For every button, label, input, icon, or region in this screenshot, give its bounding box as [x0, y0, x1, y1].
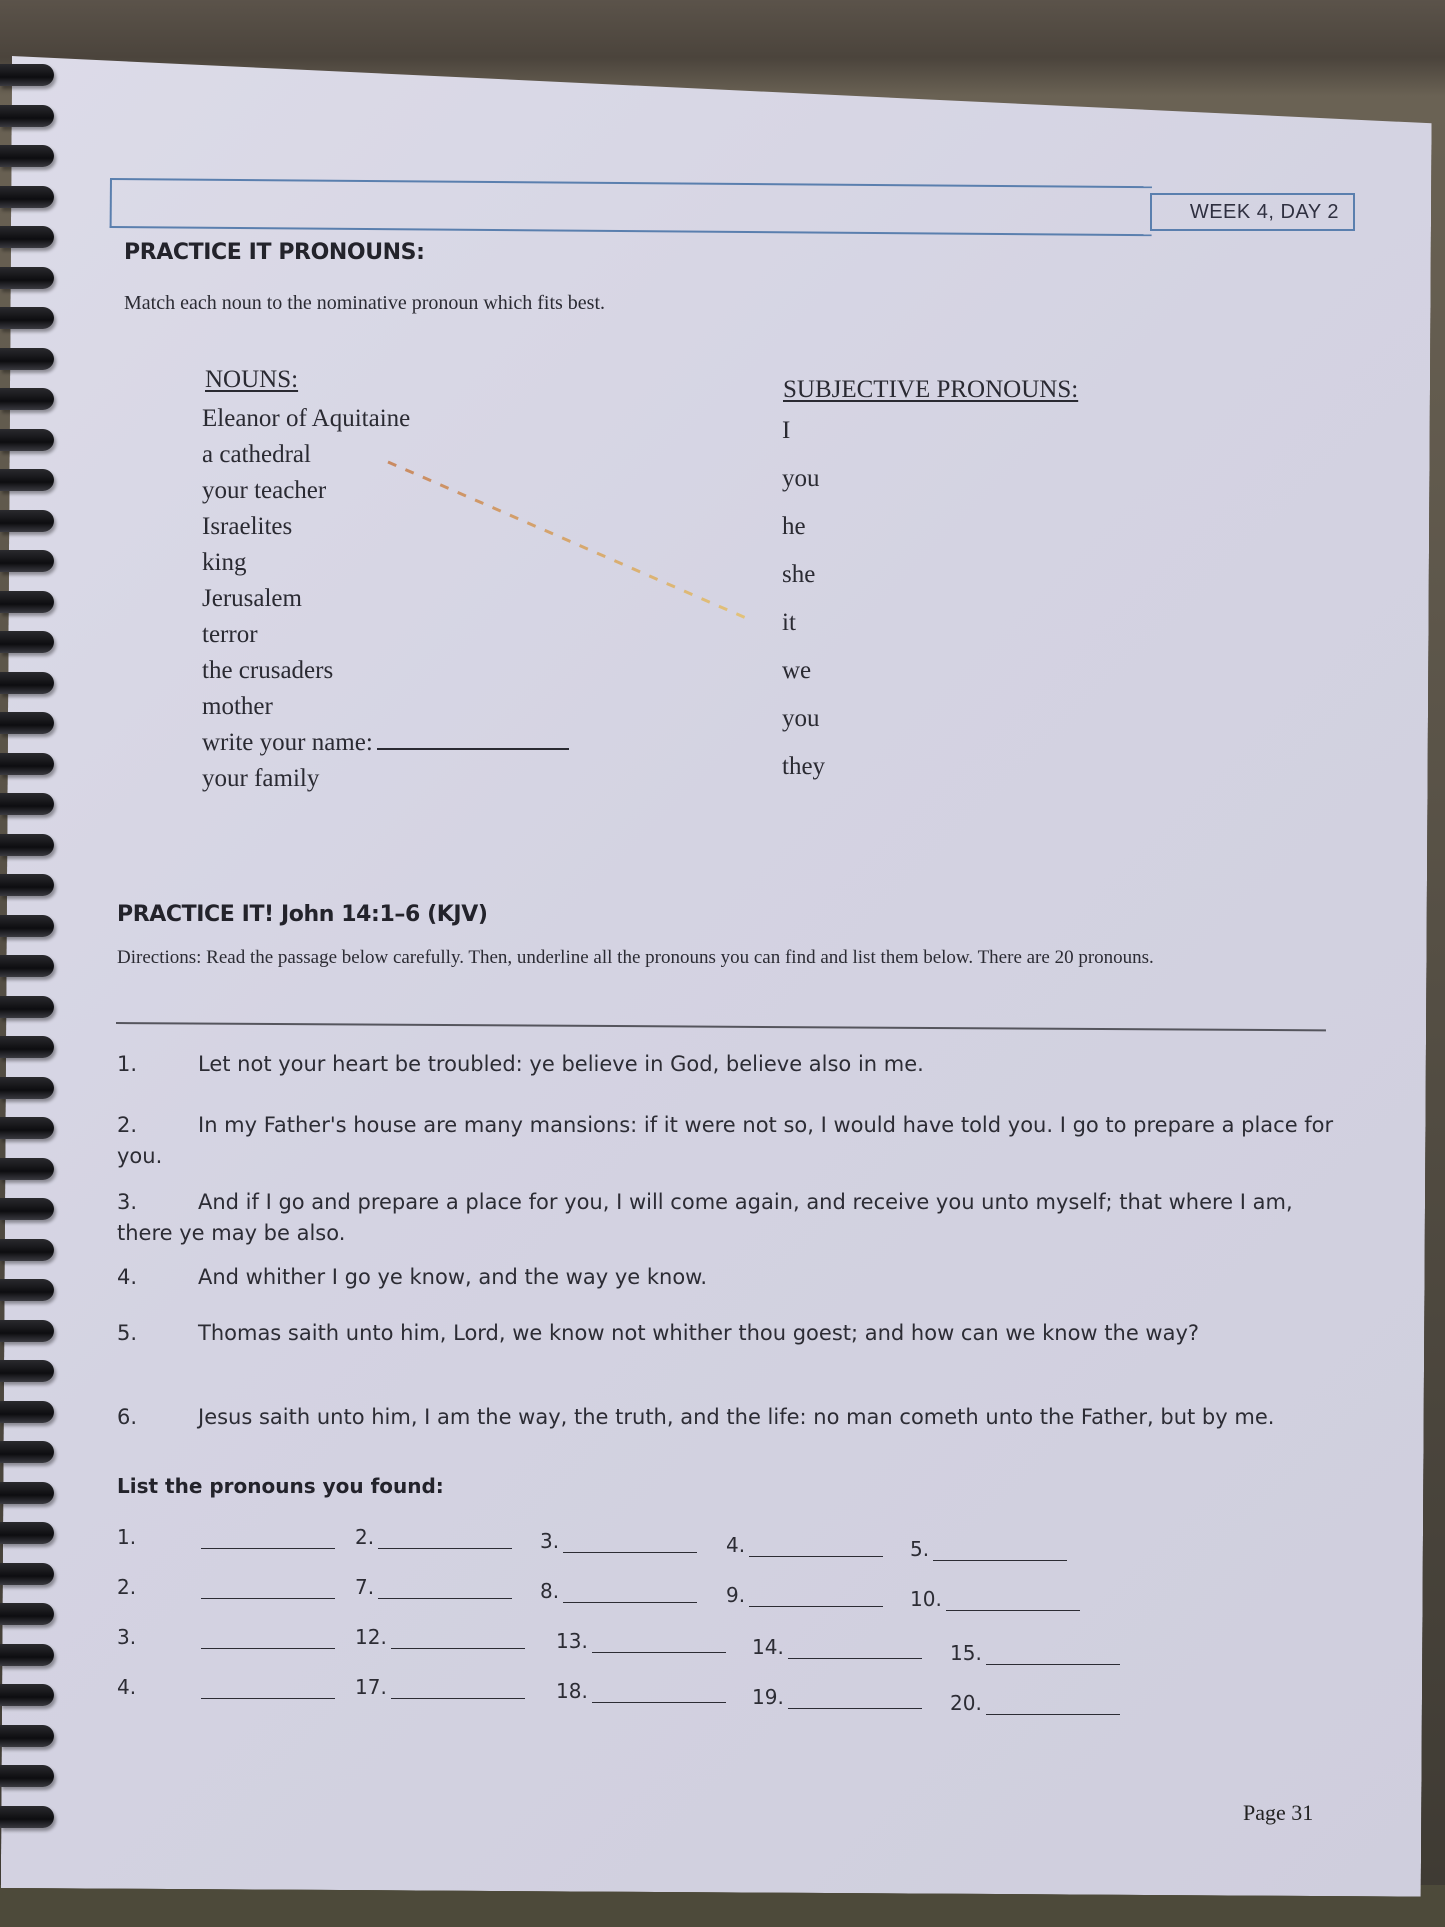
spiral-coil	[0, 874, 54, 896]
answer-blank[interactable]	[201, 1580, 335, 1599]
header-bar	[110, 178, 1152, 236]
slot-number: 2.	[355, 1525, 375, 1549]
slot-number: 19.	[752, 1685, 784, 1709]
spiral-coil	[0, 186, 54, 208]
spiral-coil	[0, 429, 54, 451]
verse-text: Jesus saith unto him, I am the way, the truth, and the life: no man cometh unto the Father, but by me.	[198, 1405, 1275, 1429]
pronoun-item: it	[782, 609, 796, 636]
noun-item: a cathedral	[202, 441, 311, 468]
answer-blank[interactable]	[749, 1588, 883, 1607]
spiral-coil	[0, 1725, 54, 1747]
spiral-coil	[0, 1158, 54, 1180]
spiral-coil	[0, 307, 54, 329]
answer-blank[interactable]	[391, 1680, 525, 1699]
answer-blank[interactable]	[592, 1684, 726, 1703]
answer-blank[interactable]	[563, 1584, 697, 1603]
slot-number: 20.	[950, 1691, 982, 1715]
spiral-coil	[0, 915, 54, 937]
noun-item: Jerusalem	[202, 585, 302, 612]
verse-number: 4.	[117, 1265, 138, 1289]
slot-number: 2.	[117, 1575, 137, 1599]
answer-blank[interactable]	[201, 1630, 335, 1649]
answer-slot	[355, 1575, 512, 1599]
spiral-coil	[0, 672, 54, 694]
directions-text: Directions: Read the passage below carefully. Then, underline all the pronouns you can find and list them below. There are 20 pronouns.	[117, 947, 1154, 968]
spiral-coil	[0, 1522, 54, 1544]
spiral-coil	[0, 1360, 54, 1382]
spiral-coil	[0, 469, 54, 491]
spiral-coil	[0, 1279, 54, 1301]
spiral-coil	[0, 793, 54, 815]
noun-item: your teacher	[202, 477, 327, 504]
spiral-coil	[0, 267, 54, 289]
verse-text: And whither I go ye know, and the way ye know.	[198, 1265, 708, 1289]
answer-blank[interactable]	[986, 1696, 1120, 1715]
answer-slot	[752, 1685, 922, 1709]
spiral-coil	[0, 1563, 54, 1585]
answer-slot	[950, 1641, 1120, 1665]
spiral-coil	[0, 1603, 54, 1625]
noun-item: Israelites	[202, 513, 293, 540]
answer-blank[interactable]	[592, 1634, 726, 1653]
spiral-coil	[0, 105, 54, 127]
pronouns-list	[782, 417, 825, 801]
slot-number: 18.	[556, 1679, 588, 1703]
pronoun-item: she	[782, 561, 816, 588]
pronoun-item: he	[782, 513, 806, 540]
slot-number: 3.	[540, 1529, 560, 1553]
slot-number: 13.	[556, 1629, 588, 1653]
match-dashed-line	[380, 450, 760, 630]
pronoun-item: we	[782, 657, 812, 684]
verse-1	[117, 1049, 1337, 1080]
slot-number: 3.	[117, 1625, 137, 1649]
spiral-coil	[0, 510, 54, 532]
spiral-coil	[0, 64, 54, 86]
answer-blank[interactable]	[946, 1592, 1080, 1611]
noun-item: mother	[202, 693, 273, 720]
answer-slot	[726, 1583, 883, 1607]
answer-slot	[117, 1675, 335, 1699]
spiral-coil	[0, 145, 54, 167]
answer-slot	[355, 1675, 525, 1699]
spiral-coil	[0, 834, 54, 856]
pronoun-item: you	[782, 705, 820, 732]
answer-blank[interactable]	[563, 1534, 697, 1553]
answer-blank[interactable]	[201, 1530, 335, 1549]
spiral-coil	[0, 955, 54, 977]
slot-number: 7.	[355, 1575, 375, 1599]
subjective-pronouns-header: SUBJECTIVE PRONOUNS:	[783, 376, 1079, 403]
spiral-coil	[0, 753, 54, 775]
spiral-coil	[0, 1765, 54, 1787]
spiral-coil	[0, 591, 54, 613]
noun-item: the crusaders	[202, 657, 334, 684]
answer-blank[interactable]	[788, 1690, 922, 1709]
answer-slot	[910, 1537, 1067, 1561]
slot-number: 4.	[726, 1533, 746, 1557]
answer-blank[interactable]	[391, 1630, 525, 1649]
answer-slot	[752, 1635, 922, 1659]
spiral-coil	[0, 1806, 54, 1828]
verse-text: Let not your heart be troubled: ye believe in God, believe also in me.	[198, 1052, 924, 1076]
verse-3	[117, 1187, 1337, 1249]
answer-blank[interactable]	[201, 1680, 335, 1699]
verse-6	[117, 1402, 1337, 1433]
answer-slot	[540, 1579, 697, 1603]
answer-slot	[556, 1629, 726, 1653]
spiral-coil	[0, 388, 54, 410]
answer-blank[interactable]	[933, 1542, 1067, 1561]
verse-number: 1.	[117, 1052, 138, 1076]
slot-number: 1.	[117, 1525, 137, 1549]
answer-slot	[540, 1529, 697, 1553]
nouns-header: NOUNS:	[205, 366, 299, 393]
spiral-coil	[0, 1401, 54, 1423]
section-title-john: PRACTICE IT! John 14:1–6 (KJV)	[117, 902, 488, 927]
noun-item: king	[202, 549, 247, 576]
slot-number: 10.	[910, 1587, 942, 1611]
list-pronouns-title: List the pronouns you found:	[117, 1474, 444, 1498]
spiral-binding	[0, 60, 60, 1890]
page-number: Page 31	[1243, 1800, 1314, 1825]
verse-text: Thomas saith unto him, Lord, we know not whither thou goest; and how can we know the way?	[198, 1321, 1200, 1345]
pronoun-item: they	[782, 753, 826, 780]
verse-number: 3.	[117, 1190, 138, 1214]
week-day-label: WEEK 4, DAY 2	[1150, 193, 1355, 231]
section-title-practice-pronouns: PRACTICE IT PRONOUNS:	[124, 240, 425, 265]
spiral-coil	[0, 1036, 54, 1058]
slot-number: 14.	[752, 1635, 784, 1659]
verse-number: 2.	[117, 1113, 138, 1137]
spiral-coil	[0, 1117, 54, 1139]
verse-text: And if I go and prepare a place for you, I will come again, and receive you unto myself; that where I am, there ye may be also.	[117, 1190, 1293, 1245]
slot-number: 12.	[355, 1625, 387, 1649]
spiral-coil	[0, 348, 54, 370]
slot-number: 4.	[117, 1675, 137, 1699]
write-name-label: write your name:	[202, 729, 373, 756]
answer-slot	[355, 1625, 525, 1649]
verse-2	[117, 1110, 1337, 1172]
answer-blank[interactable]	[788, 1640, 922, 1659]
answer-slot	[117, 1575, 335, 1599]
name-blank-field[interactable]	[377, 726, 569, 750]
answer-blank[interactable]	[378, 1580, 512, 1599]
spiral-coil	[0, 550, 54, 572]
spiral-coil	[0, 1441, 54, 1463]
slot-number: 9.	[726, 1583, 746, 1607]
answer-slot	[117, 1625, 335, 1649]
workbook-page	[1, 56, 1432, 1897]
answer-slot	[950, 1691, 1120, 1715]
answer-blank[interactable]	[986, 1646, 1120, 1665]
verse-5	[117, 1318, 1337, 1349]
slot-number: 8.	[540, 1579, 560, 1603]
pronoun-item: I	[782, 417, 791, 444]
answer-slot	[910, 1587, 1080, 1611]
spiral-coil	[0, 1239, 54, 1261]
verse-number: 6.	[117, 1405, 138, 1429]
slot-number: 15.	[950, 1641, 982, 1665]
verse-text: In my Father's house are many mansions: if it were not so, I would have told you. I go to prepare a place for you.	[117, 1113, 1334, 1168]
slot-number: 17.	[355, 1675, 387, 1699]
spiral-coil	[0, 1320, 54, 1342]
answer-slot	[556, 1679, 726, 1703]
match-instruction: Match each noun to the nominative pronoun which fits best.	[124, 292, 606, 314]
slot-number: 5.	[910, 1537, 930, 1561]
answer-slot	[355, 1525, 512, 1549]
noun-item: your family	[202, 765, 320, 792]
spiral-coil	[0, 226, 54, 248]
spiral-coil	[0, 712, 54, 734]
verse-4	[117, 1262, 1337, 1293]
answer-blank[interactable]	[378, 1530, 512, 1549]
spiral-coil	[0, 1482, 54, 1504]
answer-slot	[726, 1533, 883, 1557]
spiral-coil	[0, 1684, 54, 1706]
pronoun-item: you	[782, 465, 820, 492]
noun-item: Eleanor of Aquitaine	[202, 405, 411, 432]
verse-number: 5.	[117, 1321, 138, 1345]
answer-blank[interactable]	[749, 1538, 883, 1557]
noun-item-write-name	[202, 725, 569, 761]
spiral-coil	[0, 1644, 54, 1666]
spiral-coil	[0, 1077, 54, 1099]
spiral-coil	[0, 631, 54, 653]
noun-item: terror	[202, 621, 258, 648]
spiral-coil	[0, 1198, 54, 1220]
spiral-coil	[0, 996, 54, 1018]
answer-slot	[117, 1525, 335, 1549]
